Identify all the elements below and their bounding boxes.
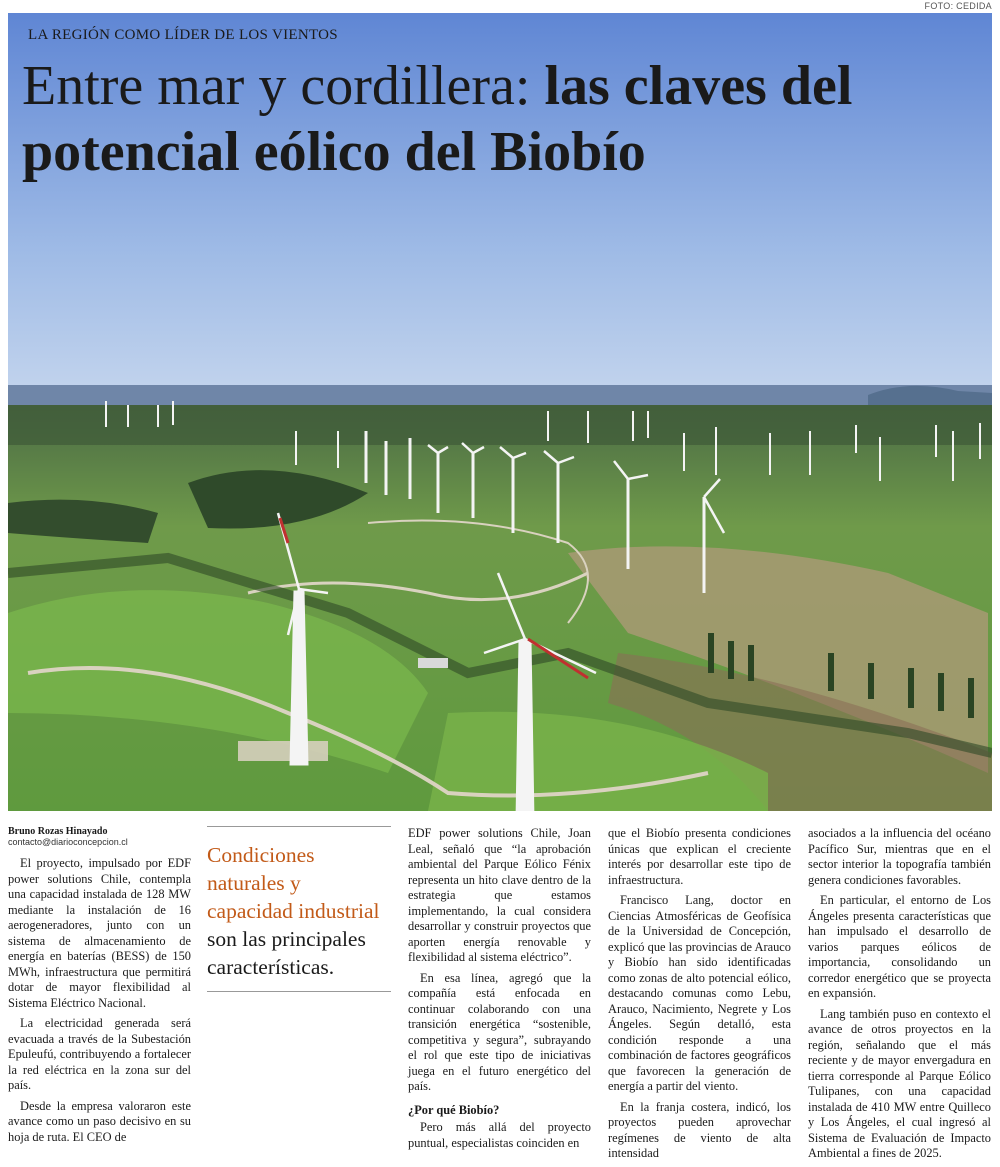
- paragraph: EDF power solutions Chile, Joan Leal, señaló que “la aprobación ambiental del Parque Eólico Fénix representa un hito clave dentro de la estrategia que estamos implementando, la cual considera desarrollar y construir proyectos que aporten energía renovable y flexibilidad al sistema eléctrico”.: [408, 826, 591, 964]
- hero-photo: [8, 13, 992, 811]
- paragraph: En esa línea, agregó que la compañía está enfocada en continuar colaborando con una transición energética “sostenible, competitiva y segura”, subrayando el rol que este tipo de iniciativas juega en el futuro energético del país.: [408, 970, 591, 1093]
- paragraph: Francisco Lang, doctor en Ciencias Atmosféricas de Geofísica de la Universidad de Concepción, explicó que las provincias de Arauco y Biobío han sido identificadas como zonas de alto potencial eólico, destacando comunas como Lebu, Arauco, Nacimiento, Negrete y Los Ángeles. Según detalló, esta condición responde a una combinación de factores geográficos que favorecen la generación de energía a partir del viento.: [608, 893, 791, 1093]
- pull-quote-rest: son las principales características.: [207, 927, 366, 979]
- paragraph: Lang también puso en contexto el avance de otros proyectos en la región, señalando que el más reciente y de mayor envergadura en tierra corresponde al Parque Eólico Tulipanes, con una capacidad instalada de 410 MW entre Quilleco y Los Ángeles, el cual ingresó al Sistema de Evaluación de Impacto Ambiental a fines de 2025.: [808, 1006, 991, 1160]
- byline-author: Bruno Rozas Hinayado: [8, 826, 108, 837]
- paragraph: En la franja costera, indicó, los proyectos pueden aprovechar regímenes de viento de alta intensidad: [608, 1099, 791, 1160]
- pull-quote: [207, 826, 391, 992]
- headline-light: Entre mar y cordillera:: [22, 55, 545, 117]
- paragraph: En particular, el entorno de Los Ángeles presenta características que han impulsado el desarrollo de varios parques eólicos de importancia, consolidando un corredor energético que se proyecta en expansión.: [808, 893, 991, 1000]
- byline: [8, 826, 198, 847]
- paragraph: El proyecto, impulsado por EDF power solutions Chile, contempla una capacidad instalada de 128 MW mediante la instalación de 16 aerogeneradores, junto con un sistema de almacenamiento de energía en baterías (BESS) de 150 MWh, infraestructura que permitirá dotar de mayor flexibilidad al Sistema Eléctrico Nacional.: [8, 856, 191, 1010]
- subheading: ¿Por qué Biobío?: [408, 1102, 500, 1117]
- headline: [22, 53, 982, 185]
- article-column-3: [408, 826, 591, 1156]
- paragraph: Desde la empresa valoraron este avance como un paso decisivo en su hoja de ruta. El CEO de: [8, 1098, 191, 1144]
- pull-quote-accent: Condiciones naturales y capacidad industrial: [207, 843, 380, 923]
- article-column-4: [608, 826, 791, 1167]
- byline-email: contacto@diarioconcepcion.cl: [8, 837, 128, 847]
- headline-bold: las claves del potencial eólico del Biobío: [22, 55, 853, 183]
- paragraph: Pero más allá del proyecto puntual, especialistas coinciden en: [408, 1120, 591, 1150]
- paragraph: que el Biobío presenta condiciones únicas que explican el creciente interés por desarrollar este tipo de infraestructura.: [608, 826, 791, 887]
- paragraph: asociados a la influencia del océano Pacífico Sur, mientras que en el sector interior la topografía también genera condiciones favorables.: [808, 826, 991, 887]
- paragraph: La electricidad generada será evacuada a través de la Subestación Epuleufú, contribuyendo a fortalecer la red eléctrica en la zona sur del país.: [8, 1016, 191, 1092]
- kicker: LA REGIÓN COMO LÍDER DE LOS VIENTOS: [28, 27, 338, 43]
- article-column-5: [808, 826, 991, 1167]
- photo-credit: FOTO: CEDIDA: [924, 1, 992, 11]
- pull-quote-text: [207, 841, 391, 981]
- article-column-1: [8, 856, 191, 1150]
